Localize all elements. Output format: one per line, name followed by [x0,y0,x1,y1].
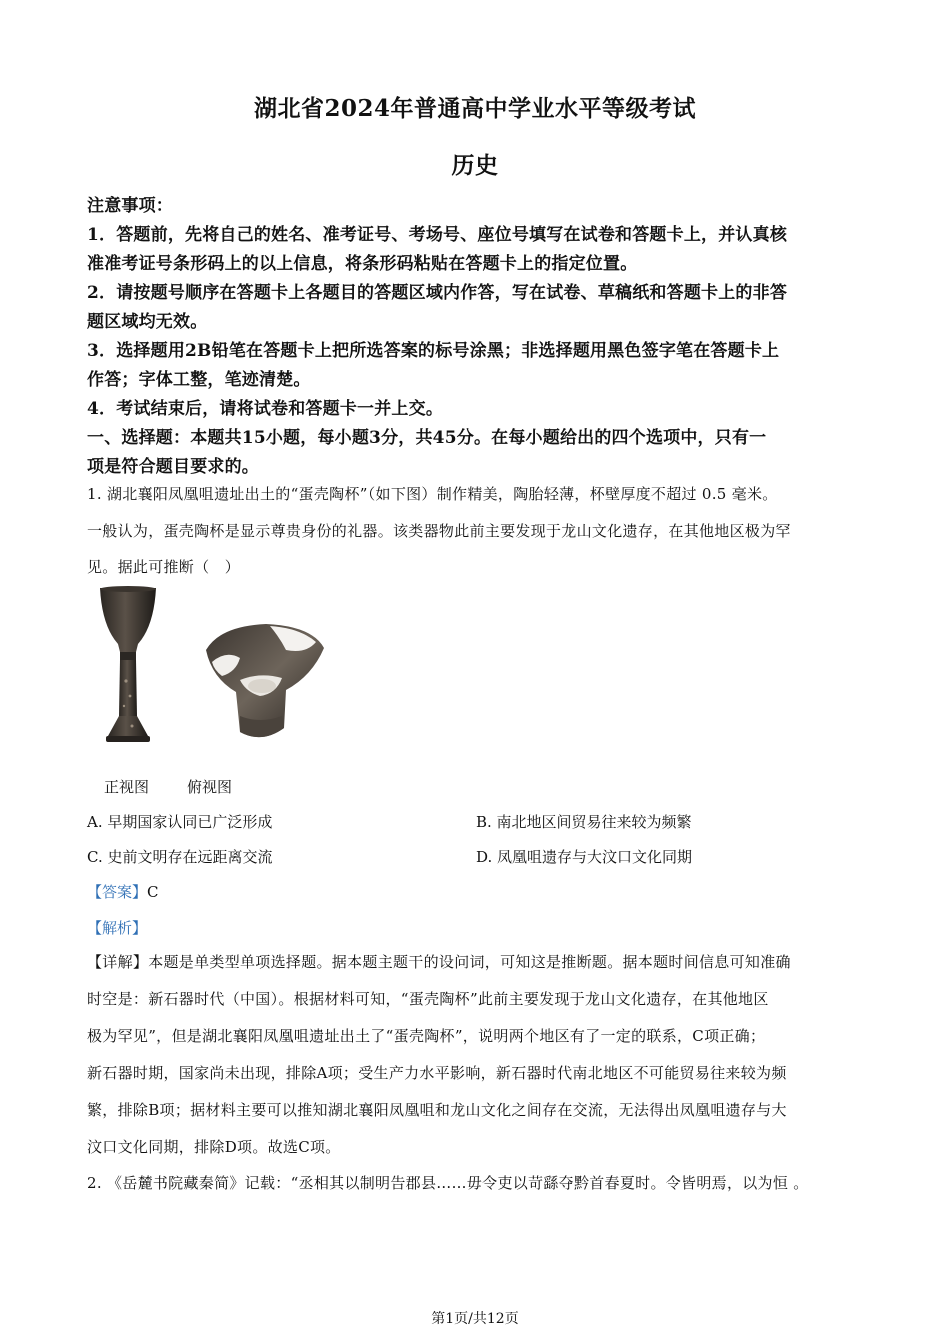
notice-line: 准准考证号条形码上的以上信息，将条形码粘贴在答题卡上的指定位置。 [87,254,638,274]
detail-line: 时空是：新石器时代（中国）。根据材料可知，“蛋壳陶杯”此前主要发现于龙山文化遗存，在其他地区 [87,990,769,1008]
notice-line: 3．选择题用2B铅笔在答题卡上把所选答案的标号涂黑；非选择题用黑色签字笔在答题卡上 [87,341,780,361]
answer-line [87,881,159,902]
notice-line: 作答；字体工整，笔迹清楚。 [87,370,311,390]
detail-text: 本题是单类型单项选择题。据本题主题干的设问词，可知这是推断题。据本题时间信息可知准确 [148,953,791,971]
exam-title: 湖北省2024年普通高中学业水平等级考试 [253,95,696,122]
notice-line: 4．考试结束后，请将试卷和答题卡一并上交。 [87,399,444,419]
page-number: 第1页/共12页 [431,1311,519,1327]
cup-top-view-image [200,620,330,745]
question-stem: 见。据此可推断（ ） [87,558,241,576]
notice-heading: 注意事项： [87,196,173,216]
option-d: D. 凤凰咀遗存与大汶口文化同期 [476,848,693,866]
detail-line: 汶口文化同期，排除D项。故选C项。 [87,1138,341,1156]
detail-line [87,951,791,972]
notice-line: 1．答题前，先将自己的姓名、准考证号、考场号、座位号填写在试卷和答题卡上，并认真核 [87,225,788,245]
cup-front-view-image [96,586,160,746]
caption-front-view: 正视图 [104,778,150,796]
caption-top-view: 俯视图 [187,778,233,796]
analysis-label: 【解析】 [87,919,148,937]
question-stem: 一般认为，蛋壳陶杯是显示尊贵身份的礼器。该类器物此前主要发现于龙山文化遗存，在其他地区极为罕 [87,522,791,540]
detail-line: 极为罕见”，但是湖北襄阳凤凰咀遗址出土了“蛋壳陶杯”，说明两个地区有了一定的联系，C项正确； [87,1027,766,1045]
detail-label: 【详解】 [87,953,149,971]
question-stem: 2. 《岳麓书院藏秦简》记载：“丞相其以制明告郡县……毋令吏以苛繇夺黔首春夏时。令皆明焉，以为恒 。 [87,1174,809,1192]
option-c: C. 史前文明存在远距离交流 [87,848,273,866]
section-heading: 一、选择题：本题共15小题，每小题3分，共45分。在每小题给出的四个选项中，只有一 [87,428,767,448]
option-b: B. 南北地区间贸易往来较为频繁 [476,813,692,831]
detail-line: 新石器时期，国家尚未出现，排除A项；受生产力水平影响，新石器时代南北地区不可能贸易往来较为频 [87,1064,787,1082]
subject-title: 历史 [451,152,499,179]
detail-line: 繁，排除B项；据材料主要可以推知湖北襄阳凤凰咀和龙山文化之间存在交流，无法得出凤凰咀遗存与大 [87,1101,787,1119]
answer-value: C [147,883,159,901]
section-heading: 项是符合题目要求的。 [87,457,259,477]
option-a: A. 早期国家认同已广泛形成 [87,813,273,831]
answer-label: 【答案】 [87,883,148,901]
question-stem: 1. 湖北襄阳凤凰咀遗址出土的“蛋壳陶杯”（如下图）制作精美，陶胎轻薄，杯壁厚度不超过 0.5 毫米。 [87,485,778,503]
notice-line: 2．请按题号顺序在答题卡上各题目的答题区域内作答，写在试卷、草稿纸和答题卡上的非答 [87,283,788,303]
notice-line: 题区域均无效。 [87,312,208,332]
